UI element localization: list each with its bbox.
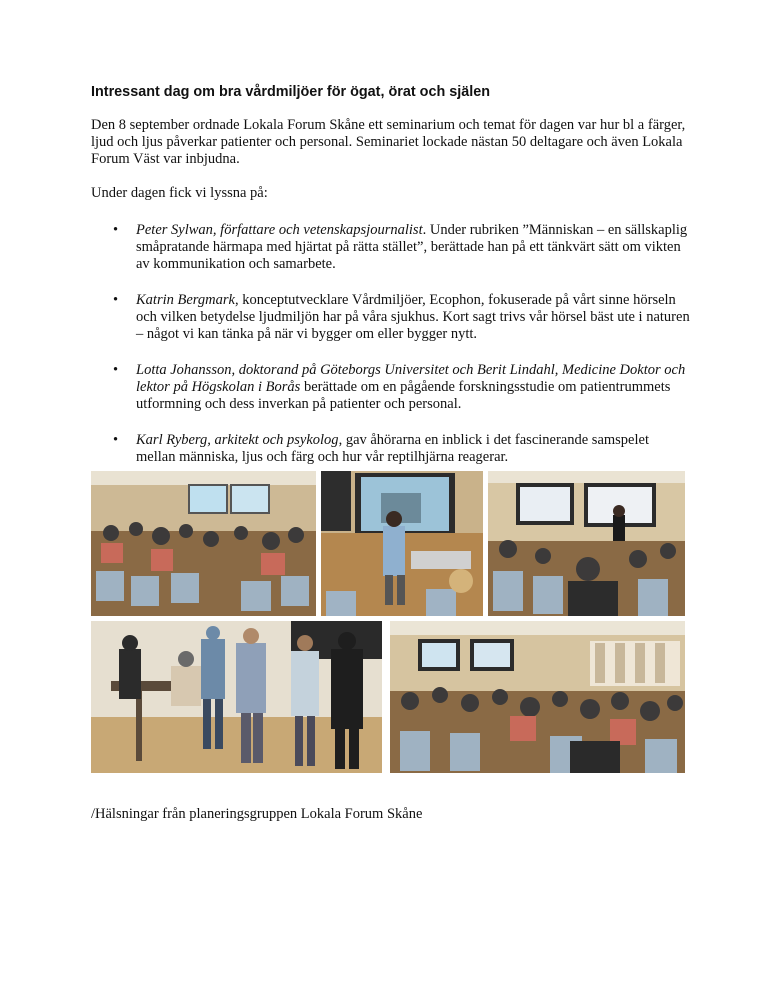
speaker-description: berättade om en pågående forskningsstudie om patientrummets utformning och dess inverkan på patienter och personal.: [136, 379, 671, 412]
speaker-description: . Under rubriken ”Människan – en sällskaplig småpratande härmapa med hjärtat på rätta stället”, berättade han på ett tänkvärt sätt om vikten av kommunikation och samarbete.: [136, 222, 688, 272]
article-title: Intressant dag om bra vårdmiljöer för ögat, örat och själen: [91, 84, 491, 100]
list-item: [91, 362, 691, 413]
speaker-name: Peter Sylwan, författare och vetenskapsjournalist: [136, 222, 423, 238]
bullet: •: [113, 222, 119, 238]
speaker-name: Katrin Bergmark: [136, 292, 235, 308]
speaker-description: , konceptutvecklare Vårdmiljöer, Ecophon, fokuserade på vårt sinne hörseln och vilken betydelse ljudmiljön har på våra sjukhus. Kort sagt trivs vår hörsel bäst ute i naturen – något vi kan tänka på när vi bygger om eller bygger nytt.: [136, 292, 690, 342]
speaker-list: [91, 222, 691, 485]
list-item: [91, 222, 691, 273]
list-item: [91, 432, 691, 466]
speaker-name: Lotta Johansson, doktorand på Göteborgs Universitet och Berit Lindahl, Medicine Doktor och lektor på Högskolan i Borås: [136, 362, 686, 395]
speaker-name: Karl Ryberg, arkitekt och psykolog: [136, 432, 339, 448]
seminar-photo-speaker-center: [321, 471, 483, 616]
seminar-photo-audience-left: [91, 471, 316, 616]
intro-paragraph: Den 8 september ordnade Lokala Forum Skåne ett seminarium och temat för dagen var hur bl a färger, ljud och ljus påverkar patienter och personal. Seminariet lockade nästan 50 deltagare och även Lokala Forum Väst var inbjudna.: [91, 117, 686, 167]
speaker-description: , gav åhörarna en inblick i det fascinerande samspelet mellan människa, ljus och färg och hur vår reptilhjärna reagerar.: [136, 432, 649, 465]
seminar-photo-full-room: [390, 621, 685, 773]
seminar-photo-group-standing: [91, 621, 382, 773]
bullet: •: [113, 292, 119, 308]
list-item: [91, 292, 691, 343]
seminar-photo-presenter-right: [488, 471, 685, 616]
closing-signature: /Hälsningar från planeringsgruppen Lokala Forum Skåne: [91, 806, 423, 822]
bullet: •: [113, 432, 119, 448]
lead-text: Under dagen fick vi lyssna på:: [91, 185, 268, 201]
bullet: •: [113, 362, 119, 378]
